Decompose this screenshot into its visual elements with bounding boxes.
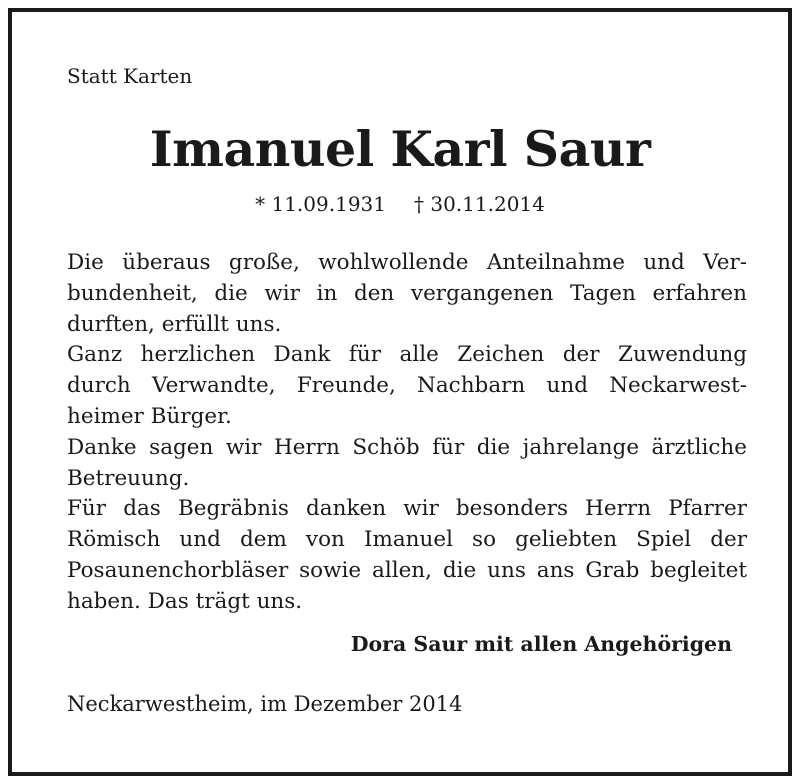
text-line: Posaunenchorbläser sowie allen, die uns ans Grab begleitet <box>67 557 747 583</box>
text-line: Betreuung. <box>67 465 190 491</box>
notice-intro: Statt Karten <box>67 64 193 88</box>
death-date: † 30.11.2014 <box>414 192 545 216</box>
text-line: Danke sagen wir Herrn Schöb für die jahrelange ärztliche <box>67 434 747 460</box>
text-line: haben. Das trägt uns. <box>67 588 303 614</box>
deceased-name: Imanuel Karl Saur <box>149 120 651 178</box>
text-line: Ganz herzlichen Dank für alle Zeichen der Zuwendung <box>67 342 747 368</box>
text-line: heimer Bürger. <box>67 403 232 429</box>
birth-date: * 11.09.1931 <box>255 192 386 216</box>
text-line: durften, erfüllt uns. <box>67 311 282 337</box>
notice-frame <box>8 8 792 776</box>
text-line: bundenheit, die wir in den vergangenen Tagen erfahren <box>67 280 747 306</box>
life-dates <box>12 190 788 218</box>
text-line: Römisch und dem von Imanuel so geliebten Spiel der <box>67 527 747 553</box>
text-line: Für das Begräbnis danken wir besonders Herrn Pfarrer <box>67 496 747 522</box>
text-line: Die überaus große, wohlwollende Anteilnahme und Ver- <box>67 250 747 275</box>
text-line: durch Verwandte, Freunde, Nachbarn und Neckarwest- <box>67 373 747 399</box>
place-and-date: Neckarwestheim, im Dezember 2014 <box>67 692 463 716</box>
thank-you-text <box>67 248 747 618</box>
signature: Dora Saur mit allen Angehörigen <box>350 632 732 656</box>
